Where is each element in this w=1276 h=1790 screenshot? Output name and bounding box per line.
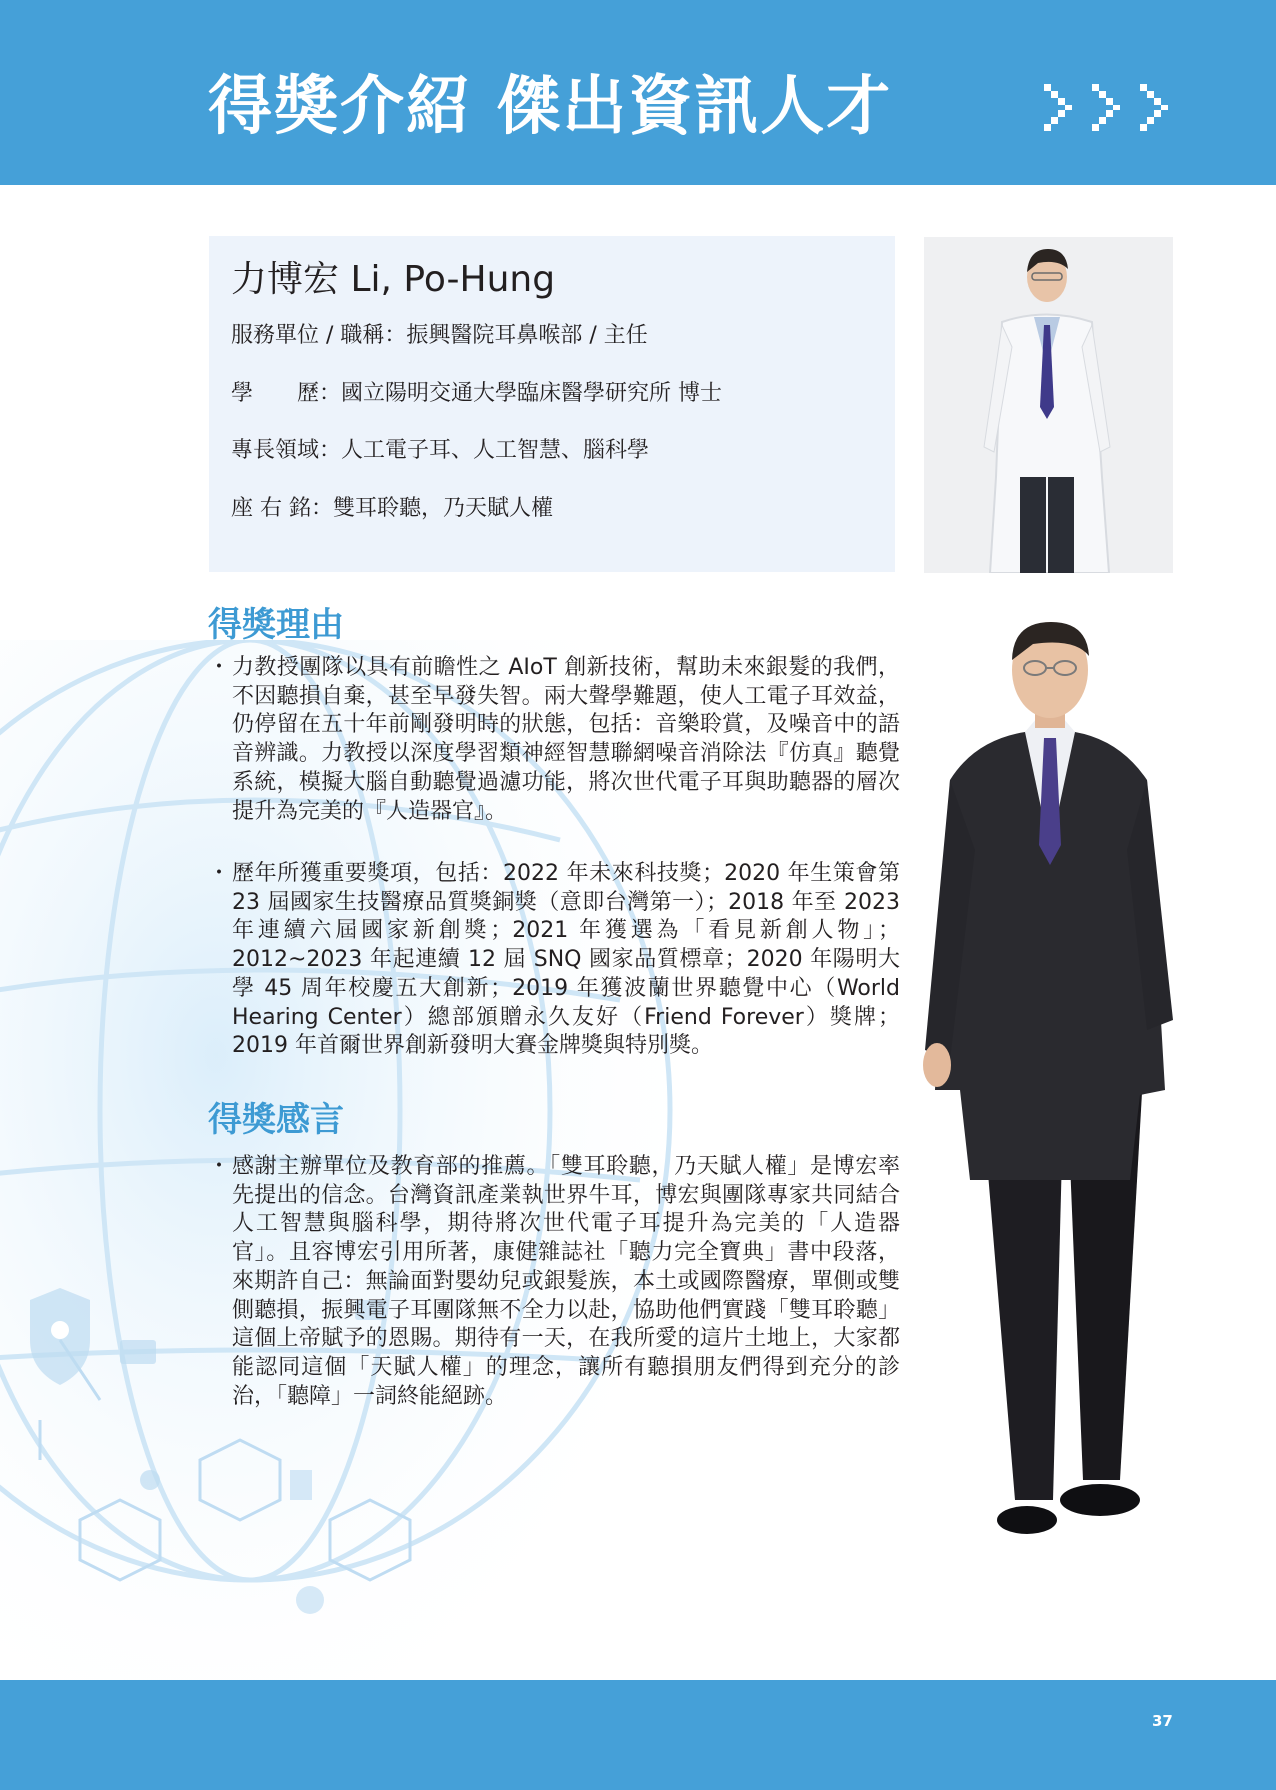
info-row-position: [231, 321, 648, 351]
triple-chevron-right-icon: [1040, 78, 1180, 134]
page-title: 得獎介紹 傑出資訊人才: [208, 70, 893, 144]
bullet-mark: ・: [208, 1154, 231, 1179]
section-heading-acceptance-speech: 得獎感言: [208, 1100, 344, 1140]
speech-paragraph-text: 感謝主辦單位及教育部的推薦。「雙耳聆聽，乃天賦人權」是博宏率先提出的信念。台灣資訊產業執世界牛耳，博宏與團隊專家共同結合人工智慧與腦科學，期待將次世代電子耳提升為完美的「人造器官」。且容博宏引用所著，康健雜誌社「聽力完全寶典」書中段落，來期許自己：無論面對嬰幼兒或銀髮族，本土或國際醫療，單側或雙側聽損，振興電子耳團隊無不全力以赴，協助他們實踐「雙耳聆聽」這個上帝賦予的恩賜。期待有一天，在我所愛的這片土地上，大家都能認同這個「天賦人權」的理念，讓所有聽損朋友們得到充分的診治，「聽障」一詞終能絕跡。: [232, 1154, 900, 1409]
reason-paragraph-text: 力教授團隊以具有前瞻性之 AIoT 創新技術，幫助未來銀髮的我們，不因聽損自棄，甚至早發失智。兩大聲學難題，使人工電子耳效益，仍停留在五十年前剛發明時的狀態，包括：音樂聆賞，及噪音中的語音辨識。力教授以深度學習類神經智慧聯網噪音消除法『仿真』聽覺系統，模擬大腦自動聽覺過濾功能，將次世代電子耳與助聽器的層次提升為完美的『人造器官』。: [232, 655, 900, 824]
page-number: 37: [1152, 1712, 1173, 1730]
bullet-mark: ・: [208, 861, 231, 886]
portrait-photo-dark-suit: [915, 620, 1185, 1580]
info-row-expertise: [231, 436, 649, 466]
reason-paragraph: [208, 654, 900, 826]
info-value-motto: 雙耳聆聽，乃天賦人權: [333, 496, 554, 521]
footer-band: [0, 1680, 1276, 1790]
info-row-motto: [231, 494, 553, 524]
portrait-photo-white-coat: [924, 237, 1173, 573]
info-label-motto: 座 右 銘：: [231, 496, 333, 521]
info-label-education: 學 歷：: [231, 381, 342, 406]
info-value-education: 國立陽明交通大學臨床醫學研究所 博士: [341, 381, 723, 406]
info-value-position: 振興醫院耳鼻喉部 / 主任: [406, 323, 648, 348]
reason-paragraph-text: 歷年所獲重要獎項，包括：2022 年未來科技獎；2020 年生策會第 23 屆國家生技醫療品質獎銅獎（意即台灣第一）；2018 年至 2023 年連續六屆國家新創獎；2021 年獲選為「看見新創人物」；2012~2023 年起連續 12 屆 SNQ 國家品質標章；2020 年陽明大學 45 周年校慶五大創新；2019 年獲波蘭世界聽覺中心（World Hearing Center）總部頒贈永久友好（Friend Forever）獎牌；2019 年首爾世界創新發明大賽金牌獎與特別獎。: [232, 861, 900, 1059]
awardee-name: 力博宏 Li, Po-Hung: [231, 259, 556, 300]
info-label-expertise: 專長領域：: [231, 438, 342, 463]
reason-paragraph: [208, 860, 900, 1061]
bullet-mark: ・: [208, 655, 231, 680]
section-heading-award-reason: 得獎理由: [208, 605, 344, 645]
info-label-position: 服務單位 / 職稱：: [231, 323, 407, 348]
info-value-expertise: 人工電子耳、人工智慧、腦科學: [341, 438, 650, 463]
profile-card: [209, 236, 895, 572]
speech-paragraph: [208, 1153, 900, 1411]
info-row-education: [231, 379, 722, 409]
